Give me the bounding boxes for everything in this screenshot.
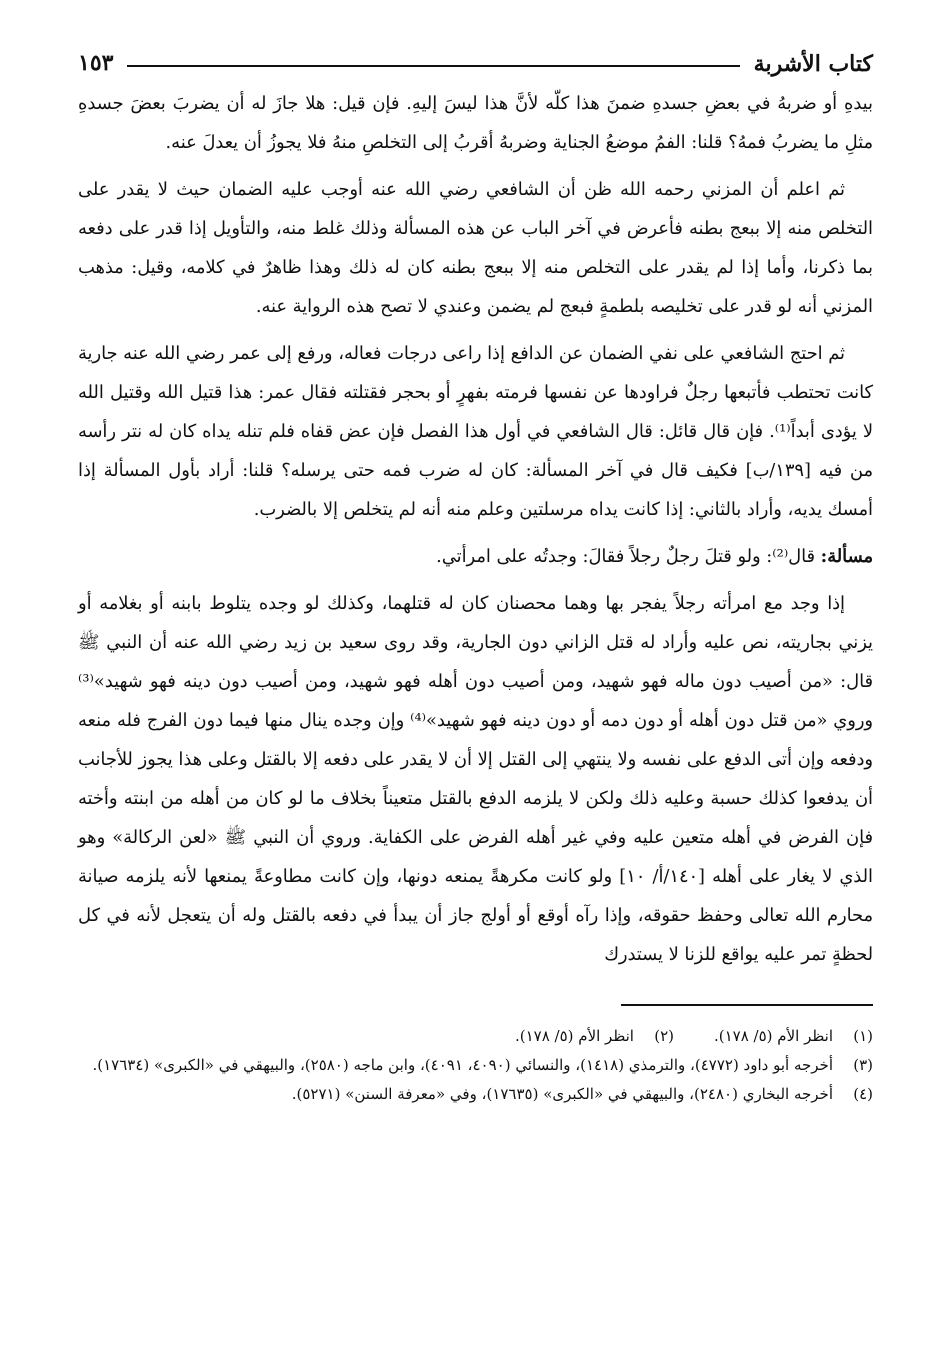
footnote-text: انظر الأم (٥/ ١٧٨). (713, 1027, 833, 1045)
running-title: كتاب الأشربة (753, 50, 873, 77)
footnote-rule (621, 1004, 873, 1006)
footnote (515, 1022, 674, 1051)
paragraph: ثم اعلم أن المزني رحمه الله ظن أن الشافعي رضي الله عنه أوجب عليه الضمان حيث لا يقدر على التخلص منه إلا ببعج بطنه فأعرض في آخر الباب عن هذه المسألة وذلك غلط منه، والتأويل إذا قدر على دفعه بما ذكرنا، وأما إذا لم يقدر على التخلص منه إلا ببعج بطنه كان له ذلك وهذا ظاهرٌ في كلامه، وقيل: مذهب المزني أنه لو قدر على تخليصه بلطمةٍ فبعج لم يضمن وعندي لا تصح هذه الرواية عنه. (78, 179, 873, 317)
paragraph: ثم احتج الشافعي على نفي الضمان عن الدافع إذا راعى درجات فعاله، ورفع إلى عمر رضي الله عنه جارية كانت تحتطب فأتبعها رجلٌ فراودها عن نفسها فرمته بفهرٍ أو بحجر فقتلته فقال عمر: هذا قتيل الله وقتيل الله لا يؤدى أبداً⁽¹⁾. فإن قال قائل: قال الشافعي في أول هذا الفصل فإن عض قفاه فلم تنله يداه كان له نتر رأسه من فيه [١٣٩/ب] فكيف قال في آخر المسألة: كان له ضرب فمه حتى يرسله؟ قلنا: أراد بأول المسألة إذا أمسك يديه، وأراد بالثاني: إذا كانت يداه مرسلتين وعلم منه أنه لم يتخلص إلا بالضرب. (78, 343, 873, 520)
page-number: ١٥٣ (78, 50, 114, 76)
footnote-text: انظر الأم (٥/ ١٧٨). (514, 1027, 634, 1045)
paragraph: إذا وجد مع امرأته رجلاً يفجر بها وهما محصنان كان له قتلهما، وكذلك لو وجده يتلوط بابنه أو بغلامه أو يزني بجاريته، نص عليه وأراد له قتل الزاني دون الجارية، وقد روى سعيد بن زيد رضي الله عنه أن النبي ﷺ قال: «من أصيب دون ماله فهو شهيد، ومن أصيب دون أهله فهو شهيد، ومن أصيب دون دينه فهو شهيد»⁽³⁾ وروي «من قتل دون أهله أو دون دمه أو دون دينه فهو شهيد»⁽⁴⁾ وإن وجده ينال منها فيما دون الفرج فله منعه ودفعه وإن أتى الدفع على نفسه ولا ينتهي إلى القتل إلا أن لا يقدر على دفعه إلا بالقتل وعلى هذا يجوز للأجانب أن يدفعوا كذلك حسبة وعليه ذلك ولكن لا يلزمه الدفع بالقتل متعيناً بخلاف ما لو كان من أهله من ابنته وأخته فإن الفرض في أهله متعين عليه وفي غير أهله الفرض على الكفاية. وروي أن النبي ﷺ «لعن الركالة» وهو الذي لا يغار على أهله [١٤٠/أ/ ١٠] ولو كانت مكرهةً يمنعه دونها، وإن كانت مطاوعةً يمنعها لأنه يلزمه صيانة محارم الله تعالى وحفظ حقوقه، وإذا رآه أوقع أو أولج جاز أن يبدأ في دفعه بالقتل وله أن يتعجل لأنه في كل لحظةٍ تمر عليه يواقع للزنا لا يستدرك (78, 593, 873, 965)
issue-text: قال⁽²⁾: ولو قتلَ رجلٌ رجلاً فقالَ: وجدتُه على امرأتي. (436, 546, 821, 567)
page-body (78, 84, 873, 974)
footnote-text: أخرجه أبو داود (٤٧٧٢)، والترمذي (١٤١٨)، والنسائي (٤٠٩٠، ٤٠٩١)، وابن ماجه (٢٥٨٠)، والبيهقي في «الكبرى» (١٧٦٣٤). (92, 1056, 833, 1074)
footnote-number: (١) (853, 1027, 873, 1045)
footnotes (78, 1022, 873, 1109)
footnote-row (78, 1022, 873, 1051)
footnote-number: (٢) (654, 1027, 674, 1045)
footnote (714, 1022, 873, 1051)
page-header (78, 28, 873, 76)
header-rule (127, 65, 739, 67)
footnote-text: أخرجه البخاري (٢٤٨٠)، والبيهقي في «الكبرى» (١٧٦٣٥)، وفي «معرفة السنن» (٥٢٧١). (291, 1085, 833, 1103)
issue-label: مسألة: (820, 546, 873, 567)
book-page (78, 28, 873, 1350)
footnote-number: (٤) (853, 1085, 873, 1103)
footnote (78, 1051, 873, 1080)
paragraph: بيدهِ أو ضربهُ في بعضِ جسدهِ ضمنَ هذا كلّه لأنَّ هذا ليسَ إليهِ. فإن قيل: هلا جازَ له أن يضربَ بعضَ جسدهِ مثلِ ما يضربُ فمهُ؟ قلنا: الفمُ موضعُ الجناية وضربهُ أقربُ إلى التخلصِ منهُ فلا يجوزُ أن يعدلَ عنه. (78, 93, 873, 153)
footnote (78, 1080, 873, 1109)
footnote-number: (٣) (853, 1056, 873, 1074)
issue-heading (78, 537, 873, 576)
